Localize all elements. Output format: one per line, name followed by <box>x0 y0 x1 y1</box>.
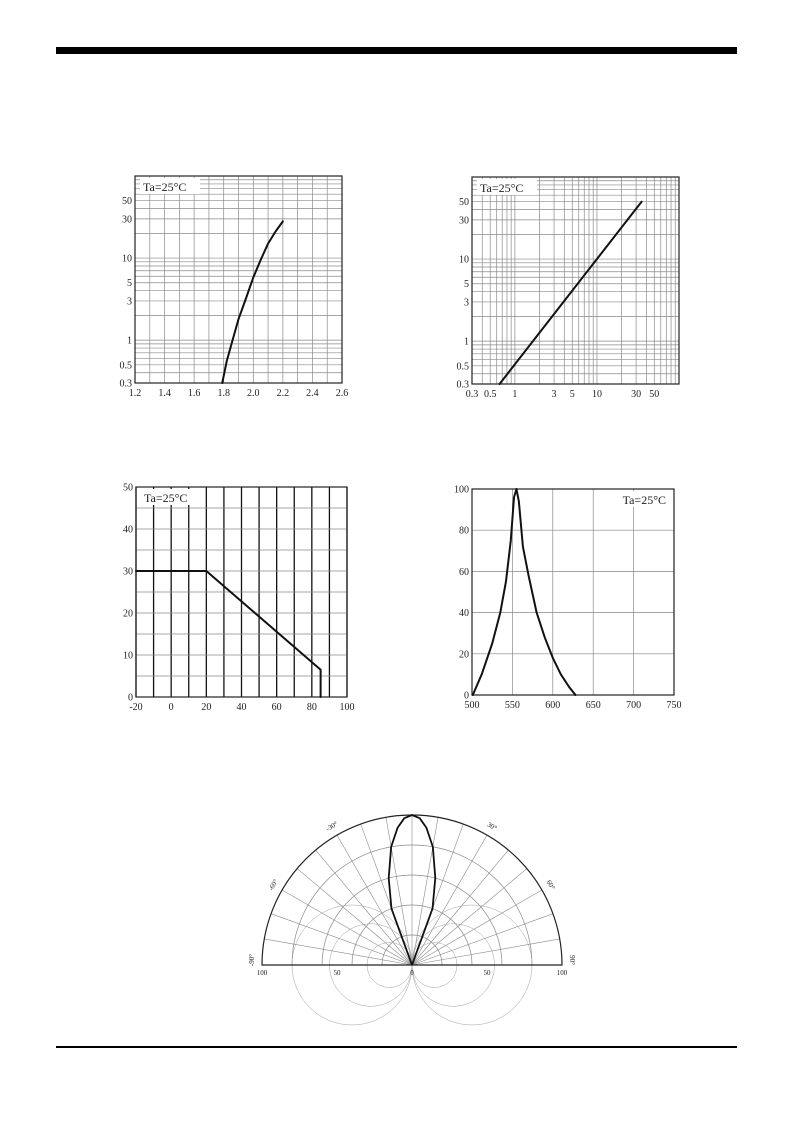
y-tick-label: 0 <box>128 692 133 704</box>
y-tick-label: 3 <box>464 297 469 309</box>
x-tick-label: 10 <box>591 389 602 400</box>
y-tick-label: 50 <box>122 196 132 208</box>
x-tick-label: 550 <box>504 700 520 711</box>
y-tick-label: 50 <box>123 482 133 494</box>
temperature-annotation: Ta=25°C <box>622 493 666 507</box>
y-tick-label: 20 <box>459 649 469 661</box>
x-tick-label: 50 <box>649 389 660 400</box>
y-tick-label: 50 <box>459 197 469 209</box>
y-tick-label: 5 <box>464 279 469 291</box>
y-tick-label: 40 <box>123 524 133 536</box>
temperature-annotation: Ta=25°C <box>143 180 187 194</box>
y-tick-label: 5 <box>127 278 132 290</box>
y-tick-label: 30 <box>123 566 133 578</box>
x-tick-label: 2.4 <box>306 388 319 399</box>
y-tick-label: 0.5 <box>119 360 132 372</box>
angle-label: 30° <box>485 820 499 833</box>
y-tick-label: 3 <box>127 296 132 308</box>
x-tick-label: 60 <box>271 702 282 713</box>
x-tick-label: 2.0 <box>247 388 260 399</box>
y-tick-label: 10 <box>122 253 132 265</box>
angle-label: -90° <box>248 953 256 967</box>
angle-label: 90° <box>568 955 576 965</box>
y-tick-label: 30 <box>122 214 132 226</box>
x-tick-label: 0.5 <box>483 389 497 400</box>
y-tick-label: 40 <box>459 608 469 620</box>
radius-tick-label: 0 <box>410 969 414 977</box>
x-tick-label: 1.6 <box>187 388 201 399</box>
x-tick-label: 20 <box>201 702 212 713</box>
x-tick-label: 1.4 <box>158 388 171 399</box>
radius-tick-label: 50 <box>483 969 491 977</box>
y-tick-label: 0.3 <box>456 379 469 391</box>
radius-tick-label: 50 <box>333 969 341 977</box>
x-tick-label: 500 <box>464 700 480 711</box>
y-tick-label: 30 <box>459 215 469 227</box>
x-tick-label: 1.2 <box>128 388 142 399</box>
x-tick-label: 30 <box>631 389 642 400</box>
temperature-annotation: Ta=25°C <box>144 491 188 505</box>
temperature-annotation: Ta=25°C <box>480 181 524 195</box>
y-tick-label: 0.3 <box>119 378 132 390</box>
angle-label: -60° <box>266 877 280 893</box>
y-tick-label: 10 <box>123 650 133 662</box>
y-tick-label: 20 <box>123 608 133 620</box>
x-tick-label: 650 <box>585 700 601 711</box>
angle-label: 60° <box>544 878 557 892</box>
y-tick-label: 1 <box>127 335 132 347</box>
x-tick-label: 700 <box>626 700 642 711</box>
x-tick-label: 0.3 <box>465 389 479 400</box>
x-tick-label: 2.2 <box>276 388 290 399</box>
radius-tick-label: 100 <box>256 969 268 977</box>
x-tick-label: 3 <box>551 389 557 400</box>
x-tick-label: 1 <box>512 389 518 400</box>
x-tick-label: 80 <box>306 702 317 713</box>
x-tick-label: 2.6 <box>335 388 349 399</box>
angle-label: -30° <box>324 819 340 833</box>
y-tick-label: 0.5 <box>456 361 469 373</box>
x-tick-label: -20 <box>129 702 143 713</box>
x-tick-label: 750 <box>666 700 682 711</box>
y-tick-label: 100 <box>454 484 469 496</box>
x-tick-label: 600 <box>545 700 561 711</box>
radius-tick-label: 100 <box>556 969 568 977</box>
x-tick-label: 1.8 <box>217 388 230 399</box>
y-tick-label: 80 <box>459 525 469 537</box>
polar-group <box>248 815 576 1025</box>
y-tick-label: 1 <box>464 336 469 348</box>
y-tick-label: 0 <box>464 690 469 702</box>
x-tick-label: 0 <box>168 702 174 713</box>
y-tick-label: 10 <box>459 254 469 266</box>
x-tick-label: 5 <box>569 389 575 400</box>
y-tick-label: 60 <box>459 566 469 578</box>
x-tick-label: 40 <box>236 702 247 713</box>
x-tick-label: 100 <box>339 702 355 713</box>
